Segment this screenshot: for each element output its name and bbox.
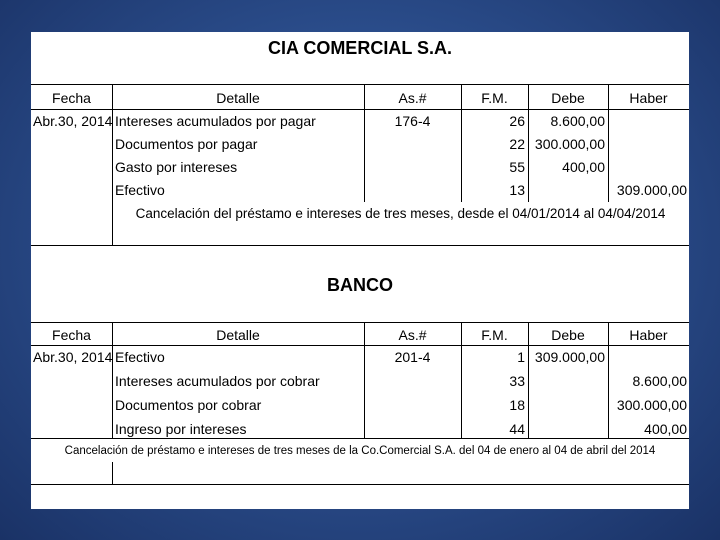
header-detalle: Detalle [216, 327, 260, 343]
row-fm: 26 [509, 113, 525, 129]
row-fm: 55 [509, 159, 525, 175]
row-fecha: Abr.30, 2014 [33, 349, 113, 365]
header-debe: Debe [551, 90, 585, 106]
row-detalle: Efectivo [115, 182, 165, 198]
header-haber: Haber [629, 327, 668, 343]
row-debe: 309.000,00 [534, 349, 605, 365]
row-debe: 400,00 [562, 159, 605, 175]
header-fm: F.M. [481, 90, 508, 106]
row-detalle: Intereses acumulados por pagar [115, 113, 316, 129]
bank-title: BANCO [327, 275, 393, 295]
header-asiento: As.# [398, 327, 427, 343]
divider [31, 345, 689, 346]
row-haber: 300.000,00 [616, 397, 687, 413]
row-fm: 18 [509, 397, 525, 413]
divider [31, 484, 689, 485]
header-fecha: Fecha [52, 327, 91, 343]
row-detalle: Ingreso por intereses [115, 421, 247, 437]
row-asiento: 201-4 [394, 349, 431, 365]
header-debe: Debe [551, 327, 585, 343]
row-haber: 8.600,00 [632, 373, 687, 389]
row-debe: 300.000,00 [534, 136, 605, 152]
row-fm: 44 [509, 421, 525, 437]
divider [31, 109, 689, 110]
header-detalle: Detalle [216, 90, 260, 106]
row-debe: 8.600,00 [550, 113, 605, 129]
divider [31, 245, 689, 246]
divider [31, 84, 689, 85]
company-title: CIA COMERCIAL S.A. [267, 38, 452, 58]
journal-sheet [31, 32, 689, 509]
row-detalle: Gasto por intereses [115, 159, 238, 175]
row-fm: 13 [509, 182, 525, 198]
row-detalle: Documentos por pagar [115, 136, 258, 152]
row-asiento: 176-4 [394, 113, 431, 129]
row-haber: 309.000,00 [616, 182, 687, 198]
header-haber: Haber [629, 90, 668, 106]
row-detalle: Intereses acumulados por cobrar [115, 373, 320, 389]
row-fm: 33 [509, 373, 525, 389]
bank-entry-note: Cancelación de préstamo e intereses de tres meses de la Co.Comercial S.A. del 04 de enero al 04 de abril del 2014 [64, 445, 656, 457]
row-fm: 22 [509, 136, 525, 152]
row-fecha: Abr.30, 2014 [33, 113, 113, 129]
header-fm: F.M. [481, 327, 508, 343]
row-detalle: Documentos por cobrar [115, 397, 262, 413]
header-asiento: As.# [398, 90, 427, 106]
divider [31, 322, 689, 323]
divider [31, 438, 689, 439]
header-fecha: Fecha [52, 90, 91, 106]
company-entry-note: Cancelación del préstamo e intereses de tres meses, desde el 04/01/2014 al 04/04/2014 [135, 206, 666, 221]
row-haber: 400,00 [644, 421, 687, 437]
row-fm: 1 [517, 349, 525, 365]
row-detalle: Efectivo [115, 349, 165, 365]
